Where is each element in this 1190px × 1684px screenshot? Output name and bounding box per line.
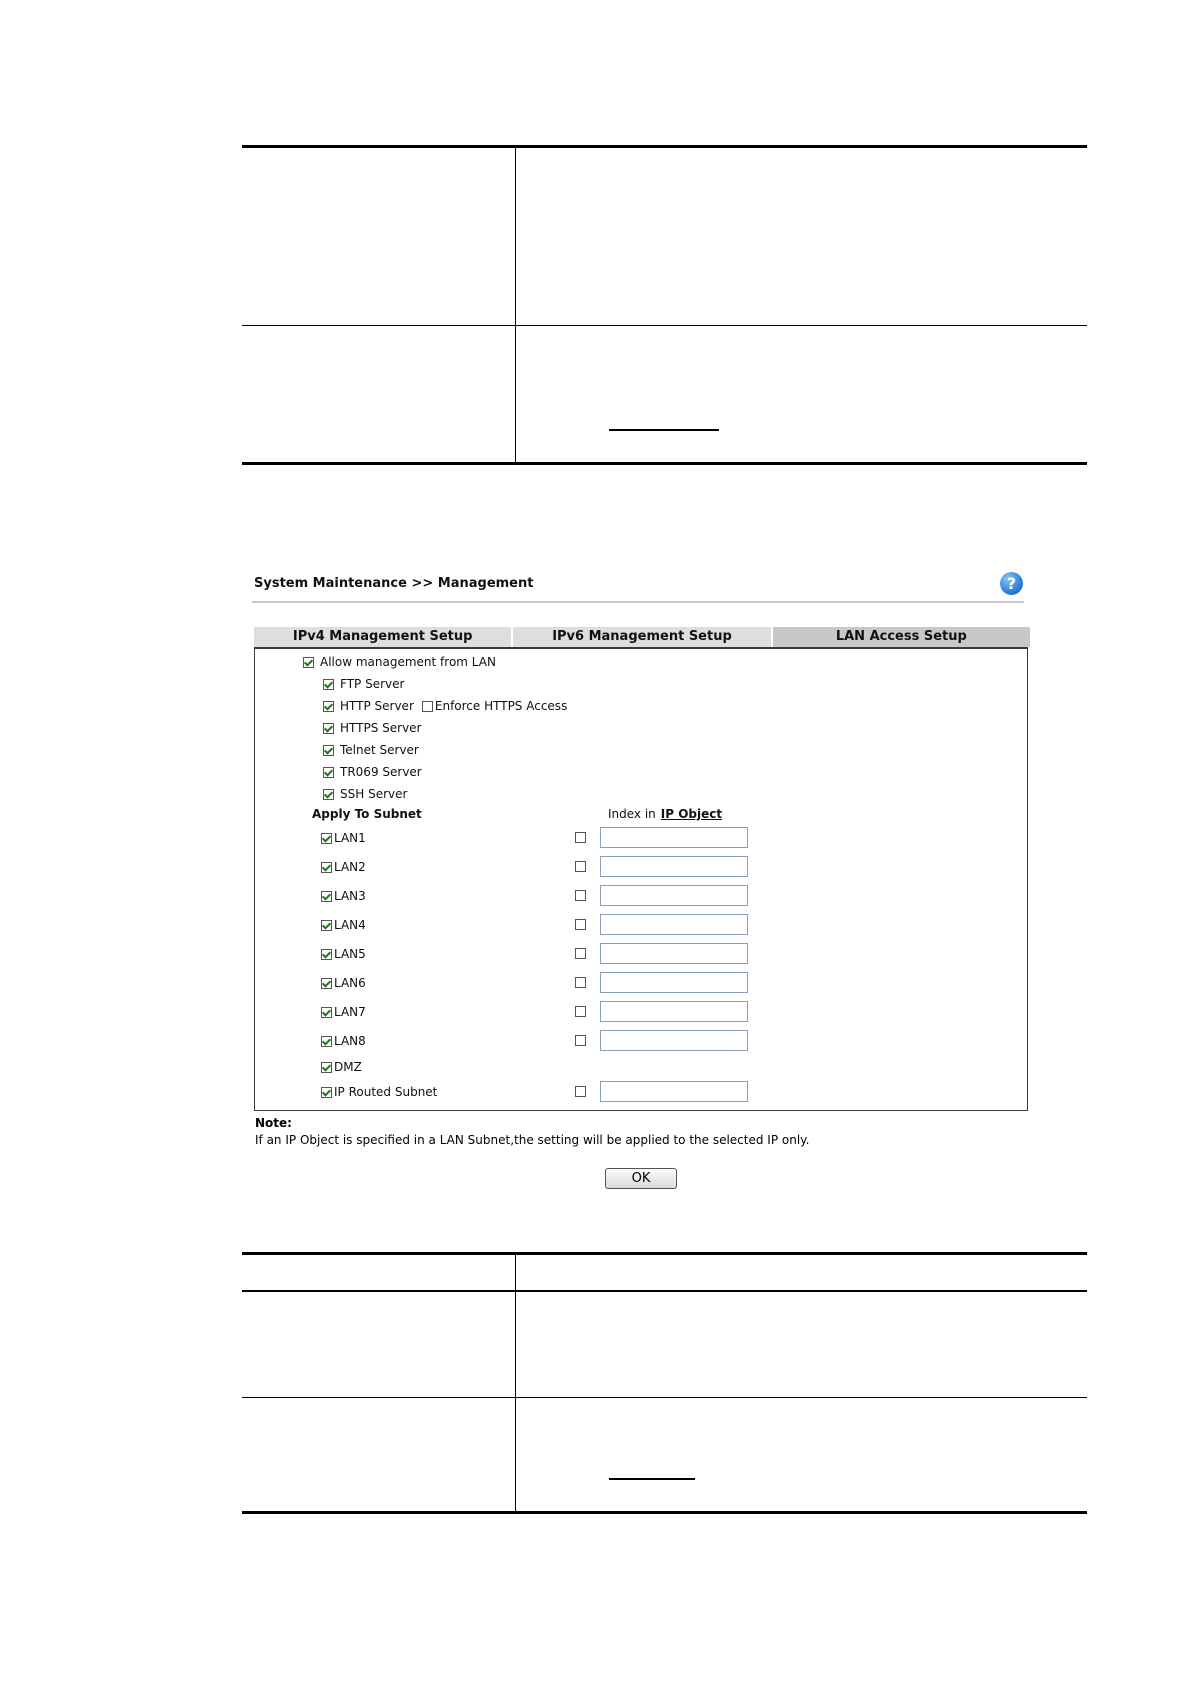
lan2-object-input[interactable] bbox=[600, 856, 748, 877]
subnet-row-lan2 bbox=[321, 860, 366, 874]
subnet-row-dmz bbox=[321, 1060, 362, 1074]
lan8-object-input[interactable] bbox=[600, 1030, 748, 1051]
lan6-object-input[interactable] bbox=[600, 972, 748, 993]
https-server-checkbox[interactable] bbox=[323, 723, 334, 734]
lan4-object-input[interactable] bbox=[600, 914, 748, 935]
tab-ipv4-management[interactable]: IPv4 Management Setup bbox=[254, 627, 513, 647]
lan8-label: LAN8 bbox=[334, 1034, 366, 1048]
bottom-table-underline bbox=[609, 1478, 695, 1480]
lan6-label: LAN6 bbox=[334, 976, 366, 990]
index-in-label: Index in bbox=[608, 807, 656, 821]
ip-routed-object-checkbox[interactable] bbox=[575, 1086, 586, 1097]
lan4-object-checkbox[interactable] bbox=[575, 919, 586, 930]
tab-lan-access[interactable]: LAN Access Setup bbox=[773, 627, 1030, 647]
enforce-https-label: Enforce HTTPS Access bbox=[434, 699, 568, 713]
subnet-row-lan1 bbox=[321, 831, 366, 845]
apply-to-subnet-label: Apply To Subnet bbox=[312, 807, 422, 821]
lan8-checkbox[interactable] bbox=[321, 1036, 332, 1047]
service-row-telnet bbox=[323, 743, 419, 757]
lan2-checkbox[interactable] bbox=[321, 862, 332, 873]
tr069-server-checkbox[interactable] bbox=[323, 767, 334, 778]
tr069-server-label: TR069 Server bbox=[340, 765, 422, 779]
https-server-label: HTTPS Server bbox=[340, 721, 422, 735]
lan7-label: LAN7 bbox=[334, 1005, 366, 1019]
lan3-label: LAN3 bbox=[334, 889, 366, 903]
ip-routed-object-input[interactable] bbox=[600, 1081, 748, 1102]
ssh-server-label: SSH Server bbox=[340, 787, 408, 801]
ip-routed-subnet-label: IP Routed Subnet bbox=[334, 1085, 438, 1099]
lan7-checkbox[interactable] bbox=[321, 1007, 332, 1018]
service-row-https bbox=[323, 721, 422, 735]
http-server-checkbox[interactable] bbox=[323, 701, 334, 712]
service-row-http bbox=[323, 699, 567, 713]
note-title: Note: bbox=[255, 1116, 292, 1130]
lan-access-panel bbox=[254, 647, 1028, 1111]
telnet-server-checkbox[interactable] bbox=[323, 745, 334, 756]
note-text: If an IP Object is specified in a LAN Subnet,the setting will be applied to the selected IP only. bbox=[255, 1133, 810, 1147]
bottom-table-rule-bottom bbox=[242, 1511, 1087, 1514]
subnet-row-lan3 bbox=[321, 889, 366, 903]
ip-routed-subnet-checkbox[interactable] bbox=[321, 1087, 332, 1098]
ip-object-link[interactable]: IP Object bbox=[660, 807, 723, 821]
top-table-rule-mid bbox=[242, 325, 1087, 326]
bottom-table-divider bbox=[515, 1255, 516, 1512]
top-table-divider bbox=[515, 148, 516, 463]
ftp-server-label: FTP Server bbox=[340, 677, 405, 691]
allow-management-label: Allow management from LAN bbox=[320, 655, 496, 669]
bottom-table-rule-top bbox=[242, 1252, 1087, 1255]
subnet-row-lan5 bbox=[321, 947, 366, 961]
lan5-object-input[interactable] bbox=[600, 943, 748, 964]
subnet-row-lan8 bbox=[321, 1034, 366, 1048]
bottom-table-rule-mid bbox=[242, 1397, 1087, 1398]
subnet-row-lan4 bbox=[321, 918, 366, 932]
http-server-label: HTTP Server bbox=[340, 699, 414, 713]
subnet-row-lan6 bbox=[321, 976, 366, 990]
service-row-ftp bbox=[323, 677, 404, 691]
top-table-underline bbox=[609, 429, 719, 431]
ssh-server-checkbox[interactable] bbox=[323, 789, 334, 800]
service-row-ssh bbox=[323, 787, 407, 801]
telnet-server-label: Telnet Server bbox=[340, 743, 419, 757]
lan5-label: LAN5 bbox=[334, 947, 366, 961]
service-row-tr069 bbox=[323, 765, 422, 779]
lan8-object-checkbox[interactable] bbox=[575, 1035, 586, 1046]
lan3-object-input[interactable] bbox=[600, 885, 748, 906]
lan1-object-input[interactable] bbox=[600, 827, 748, 848]
lan6-object-checkbox[interactable] bbox=[575, 977, 586, 988]
lan5-checkbox[interactable] bbox=[321, 949, 332, 960]
tab-bar bbox=[254, 627, 1030, 647]
lan4-checkbox[interactable] bbox=[321, 920, 332, 931]
dmz-checkbox[interactable] bbox=[321, 1062, 332, 1073]
help-icon[interactable]: ? bbox=[1000, 572, 1023, 595]
lan3-object-checkbox[interactable] bbox=[575, 890, 586, 901]
allow-management-checkbox[interactable] bbox=[303, 657, 314, 668]
subnet-row-ip-routed bbox=[321, 1085, 437, 1099]
enforce-https-checkbox[interactable] bbox=[422, 701, 433, 712]
dmz-label: DMZ bbox=[334, 1060, 362, 1074]
allow-management-row bbox=[303, 655, 496, 669]
management-ui bbox=[252, 560, 1032, 1200]
ok-button[interactable]: OK bbox=[605, 1168, 677, 1189]
ftp-server-checkbox[interactable] bbox=[323, 679, 334, 690]
subnet-row-lan7 bbox=[321, 1005, 366, 1019]
top-table-rule-bottom bbox=[242, 462, 1087, 465]
apply-to-subnet-heading bbox=[312, 807, 422, 821]
lan4-label: LAN4 bbox=[334, 918, 366, 932]
index-in-ip-object-heading bbox=[608, 807, 722, 821]
lan2-label: LAN2 bbox=[334, 860, 366, 874]
lan1-checkbox[interactable] bbox=[321, 833, 332, 844]
title-divider bbox=[252, 601, 1024, 603]
lan2-object-checkbox[interactable] bbox=[575, 861, 586, 872]
lan3-checkbox[interactable] bbox=[321, 891, 332, 902]
bottom-table-rule-header bbox=[242, 1290, 1087, 1292]
lan1-label: LAN1 bbox=[334, 831, 366, 845]
lan6-checkbox[interactable] bbox=[321, 978, 332, 989]
top-table-rule-top bbox=[242, 145, 1087, 148]
lan7-object-input[interactable] bbox=[600, 1001, 748, 1022]
lan7-object-checkbox[interactable] bbox=[575, 1006, 586, 1017]
lan5-object-checkbox[interactable] bbox=[575, 948, 586, 959]
page-title: System Maintenance >> Management bbox=[254, 576, 534, 591]
tab-ipv6-management[interactable]: IPv6 Management Setup bbox=[513, 627, 772, 647]
lan1-object-checkbox[interactable] bbox=[575, 832, 586, 843]
